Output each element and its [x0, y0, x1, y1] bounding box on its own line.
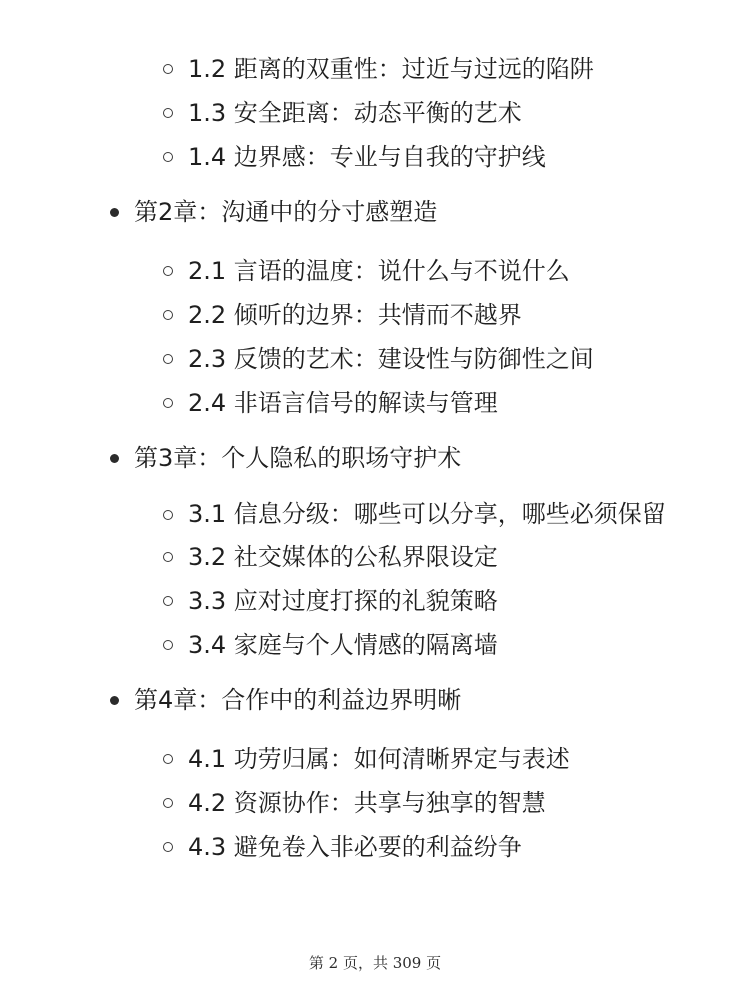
- hollow-bullet-icon: [163, 754, 173, 764]
- hollow-bullet-icon: [163, 798, 173, 808]
- list-item: [0, 784, 750, 822]
- list-item: [0, 384, 750, 422]
- hollow-bullet-icon: [163, 552, 173, 562]
- chapter-4: [0, 682, 750, 866]
- list-item: [0, 50, 750, 88]
- list-item: [0, 496, 750, 532]
- list-item: [0, 296, 750, 334]
- hollow-bullet-icon: [163, 510, 173, 520]
- list-item-label: 4.3 避免卷入非必要的利益纷争: [188, 833, 522, 861]
- filled-bullet-icon: [110, 696, 119, 705]
- page-number-label: 第 2 页，共 309 页: [308, 954, 442, 972]
- list-item-label: 2.2 倾听的边界：共情而不越界: [188, 301, 522, 329]
- chapter-title: [0, 682, 750, 718]
- chapter-title-label: 第3章：个人隐私的职场守护术: [134, 444, 462, 472]
- chapter-title: [0, 194, 750, 230]
- page-number-footer: [0, 952, 750, 973]
- list-item-label: 3.3 应对过度打探的礼貌策略: [188, 587, 498, 615]
- list-item-label: 2.1 言语的温度：说什么与不说什么: [188, 257, 570, 285]
- hollow-bullet-icon: [163, 640, 173, 650]
- list-item-label: 1.3 安全距离：动态平衡的艺术: [188, 99, 522, 127]
- hollow-bullet-icon: [163, 310, 173, 320]
- sub-list: [0, 50, 750, 176]
- list-item-label: 1.2 距离的双重性：过近与过远的陷阱: [188, 55, 594, 83]
- list-item: [0, 582, 750, 620]
- list-item: [0, 626, 750, 664]
- list-item: [0, 138, 750, 176]
- sub-list: [0, 740, 750, 866]
- chapter-title-label: 第2章：沟通中的分寸感塑造: [134, 198, 438, 226]
- hollow-bullet-icon: [163, 108, 173, 118]
- hollow-bullet-icon: [163, 398, 173, 408]
- list-item-label: 2.3 反馈的艺术：建设性与防御性之间: [188, 345, 594, 373]
- hollow-bullet-icon: [163, 64, 173, 74]
- table-of-contents: [0, 50, 750, 866]
- list-item-label: 4.1 功劳归属：如何清晰界定与表述: [188, 745, 570, 773]
- list-item-label: 3.4 家庭与个人情感的隔离墙: [188, 631, 498, 659]
- hollow-bullet-icon: [163, 266, 173, 276]
- hollow-bullet-icon: [163, 152, 173, 162]
- hollow-bullet-icon: [163, 596, 173, 606]
- hollow-bullet-icon: [163, 842, 173, 852]
- chapter-1-continued: [0, 50, 750, 176]
- list-item: [0, 828, 750, 866]
- list-item-label: 1.4 边界感：专业与自我的守护线: [188, 143, 546, 171]
- list-item: [0, 740, 750, 778]
- list-item: [0, 94, 750, 132]
- list-item: [0, 340, 750, 378]
- chapter-title: [0, 440, 750, 476]
- sub-list: [0, 496, 750, 664]
- list-item-label: 2.4 非语言信号的解读与管理: [188, 389, 498, 417]
- list-item-label: 3.1 信息分级：哪些可以分享，哪些必须保留: [188, 500, 666, 528]
- chapter-3: [0, 440, 750, 664]
- sub-list: [0, 252, 750, 422]
- list-item-label: 4.2 资源协作：共享与独享的智慧: [188, 789, 546, 817]
- list-item: [0, 538, 750, 576]
- hollow-bullet-icon: [163, 354, 173, 364]
- list-item-label: 3.2 社交媒体的公私界限设定: [188, 543, 498, 571]
- filled-bullet-icon: [110, 454, 119, 463]
- chapter-title-label: 第4章：合作中的利益边界明晰: [134, 686, 462, 714]
- list-item: [0, 252, 750, 290]
- filled-bullet-icon: [110, 208, 119, 217]
- chapter-2: [0, 194, 750, 422]
